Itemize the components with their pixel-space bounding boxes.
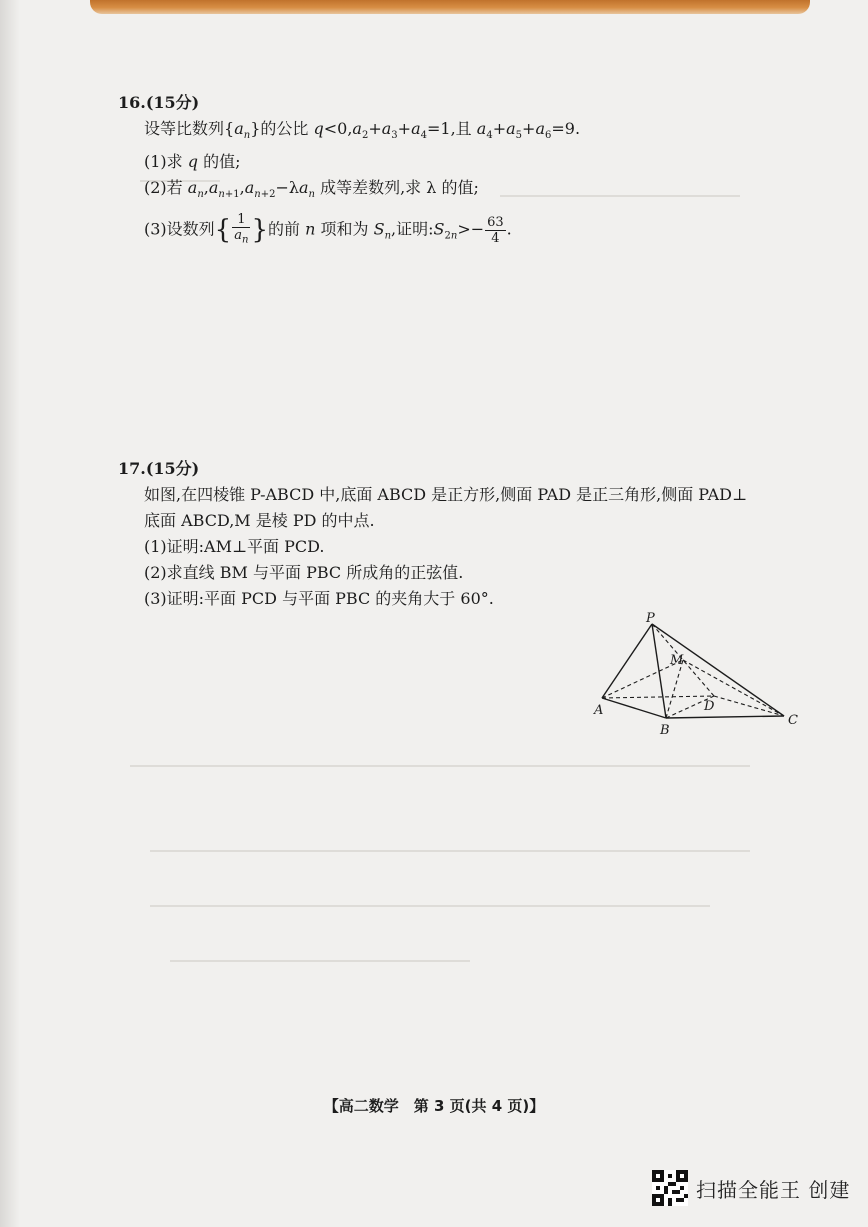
edge-bc <box>666 716 784 718</box>
page-footer: 【高二数学 第 3 页(共 4 页)】 <box>323 1097 545 1115</box>
part-text: 的值; <box>441 178 479 198</box>
qr-code-icon <box>652 1170 688 1206</box>
problem-17-part-3: (3)证明:平面 PCD 与平面 PBC 的夹角大于 60°. <box>144 589 494 608</box>
problem-17 <box>118 456 747 612</box>
fraction-1-over-an: $\frac{1}{a_n}$ <box>234 212 249 246</box>
segment-mc-hidden <box>683 660 784 716</box>
label-d: D <box>704 699 715 714</box>
part-text: (1)求 <box>144 152 183 172</box>
watermark-text: 扫描全能王 创建 <box>696 1177 851 1202</box>
label-m: M <box>670 653 684 668</box>
scan-top-strip <box>90 0 810 14</box>
problem-16 <box>118 90 580 250</box>
part-text: 成等差数列,求 <box>320 178 422 198</box>
statement-text: 的公比 <box>260 119 309 138</box>
problem-16-part-2: (2)若 $a_n,a_{n+1},a_{n+2}-\lambda a_n$ 成等差数列,求 λ 的值; <box>144 178 479 201</box>
segment-bm-hidden <box>666 660 683 718</box>
label-a: A <box>594 703 604 718</box>
label-p: P <box>646 611 655 626</box>
edge-pa <box>602 624 652 698</box>
fraction-63-over-4: $\frac{63}{4}$ <box>487 214 504 246</box>
bleed-through-mark <box>150 850 750 852</box>
problem-16-part-1: (1)求 q 的值; <box>144 152 241 172</box>
problem-16-part-3: (3)设数列{ $\frac{1}{a_n}$ }的前 n 项和为 $S_n$,证明$:S_{2n}>-$ $\frac{63}{4}$ . <box>144 212 512 246</box>
problem-17-statement-line-1: 如图,在四棱锥 P-ABCD 中,底面 ABCD 是正方形,侧面 PAD 是正三角形,侧面 PAD⊥ <box>144 485 748 504</box>
edge-ab <box>602 698 666 718</box>
bleed-through-mark <box>150 905 710 907</box>
statement-text: 设等比数列 <box>144 119 225 138</box>
problem-16-heading: 16.(15分) <box>118 93 200 112</box>
edge-ad-hidden <box>602 696 714 698</box>
bleed-through-mark <box>130 765 750 767</box>
problem-17-part-1: (1)证明:AM⊥平面 PCD. <box>144 537 325 556</box>
part-text: (3)设数列 <box>144 219 215 239</box>
part-text: ,证明: <box>391 219 434 239</box>
scan-edge-shade <box>0 0 20 1227</box>
edge-dc-hidden <box>714 696 784 716</box>
problem-16-statement: 设等比数列$\{a_n\}$的公比 $q<0,a_2+a_3+a_4=1$,且 $a_4+a_5+a_6=9$. <box>144 119 581 142</box>
scanner-watermark <box>652 1168 850 1208</box>
label-b: B <box>660 723 670 738</box>
part-text: 项和为 <box>320 219 369 239</box>
statement-text: 且 <box>455 119 472 138</box>
part-text: (2)若 <box>144 178 183 198</box>
problem-17-part-2: (2)求直线 BM 与平面 PBC 所成角的正弦值. <box>144 563 464 582</box>
bleed-through-mark <box>170 960 470 962</box>
part-text: 的值; <box>203 152 241 172</box>
pyramid-figure <box>590 610 810 740</box>
part-text: 的前 <box>267 219 300 239</box>
edge-pc <box>652 624 784 716</box>
problem-17-statement-line-2: 底面 ABCD,M 是棱 PD 的中点. <box>144 511 375 530</box>
label-c: C <box>788 713 798 728</box>
problem-17-heading: 17.(15分) <box>118 459 200 478</box>
